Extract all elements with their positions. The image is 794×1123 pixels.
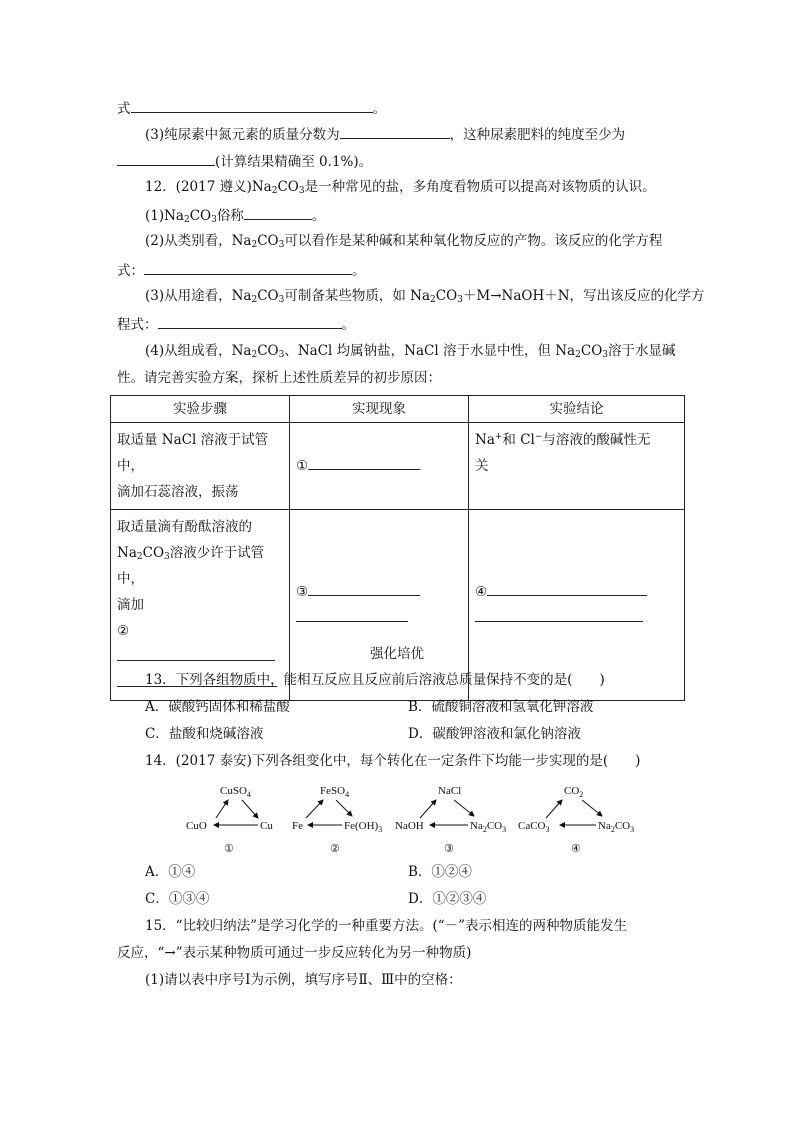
q13-option-a[interactable]: A．碳酸钙固体和稀盐酸 xyxy=(145,699,290,715)
section-title: 强化培优 xyxy=(370,646,424,662)
table-header: 实现现象 xyxy=(290,396,469,423)
blank-field[interactable] xyxy=(158,314,342,329)
table-cell-conclusion: Na+和 Cl−与溶液的酸碱性无 关 xyxy=(469,423,685,510)
line-2: (3)纯尿素中氮元素的质量分数为 ，这种尿素肥料的纯度至少为 xyxy=(145,124,625,144)
arrow xyxy=(546,800,562,818)
table-cell-observation: ① xyxy=(290,423,469,510)
q13-option-c[interactable]: C．盐酸和烧碱溶液 xyxy=(145,726,264,742)
d4-top: $CO_2$ xyxy=(564,785,584,799)
q14-option-d[interactable]: D．①②③④ xyxy=(408,891,487,907)
d3-right: $Na_2CO_3$ xyxy=(470,820,507,834)
q12-part2: (2)从类别看，$Na_2CO_3$可以看作是某种碱和某种氧化物反应的产物。该反应的化学方程 xyxy=(145,233,663,250)
blank-field[interactable] xyxy=(117,151,215,166)
q12-part3: (3)从用途看，$Na_2CO_3$可制备某些物质，如 $Na_2CO_3+M\to NaOH+N$，写出该反应的化学方 xyxy=(145,288,705,305)
q15-line-3: (1)请以表中序号Ⅰ为示例，填写序号Ⅱ、Ⅲ中的空格： xyxy=(145,972,462,988)
table-cell-step: 取适量 NaCl 溶液于试管中， 滴加石蕊溶液，振荡 xyxy=(111,423,290,510)
q13-option-d[interactable]: D．碳酸钾溶液和氯化钠溶液 xyxy=(408,726,581,742)
blank-field[interactable] xyxy=(131,98,373,113)
blank-field[interactable] xyxy=(296,607,408,622)
table-header: 实验结论 xyxy=(469,396,685,423)
arrow xyxy=(242,800,258,818)
table-header-row xyxy=(111,396,685,423)
d4-left: CaCO$_3$ xyxy=(518,820,550,834)
q12-part1: $(1)Na_2CO_3$俗称 。 xyxy=(145,205,325,225)
q12-part4-cont: 性。请完善实验方案，探析上述性质差异的初步原因： xyxy=(117,370,441,386)
q12-part3-cont: 程式： 。 xyxy=(117,314,355,334)
diagram-2 xyxy=(292,785,382,855)
d2-label: ② xyxy=(330,843,340,855)
table-cell-conclusion: ④ xyxy=(469,510,685,701)
q14-option-b[interactable]: B．①②④ xyxy=(408,864,472,880)
arrow xyxy=(216,800,228,818)
conversion-diagrams xyxy=(180,780,650,860)
blank-field[interactable] xyxy=(144,260,352,275)
d2-right: $Fe(OH)_3$ xyxy=(344,820,383,834)
table-header: 实验步骤 xyxy=(111,396,290,423)
d1-right: Cu xyxy=(260,820,273,832)
d1-top: CuSO$_4$ xyxy=(220,785,251,799)
blank-field[interactable] xyxy=(340,124,450,139)
q13-stem: 13．下列各组物质中，能相互反应且反应前后溶液总质量保持不变的是( ) xyxy=(145,672,605,688)
table-cell-observation: ③ xyxy=(290,510,469,701)
q15-line-1: 15．“比较归纳法”是学习化学的一种重要方法。(“－”表示相连的两种物质能发生 xyxy=(145,918,628,934)
q14-option-c[interactable]: C．①③④ xyxy=(145,891,210,907)
q14-option-a[interactable]: A．①④ xyxy=(145,864,196,880)
diagram-3 xyxy=(395,785,506,855)
table-row xyxy=(111,423,685,510)
diagram-4 xyxy=(518,785,634,855)
q12-part2-cont: 式： 。 xyxy=(117,260,366,280)
table-cell-step: 取适量滴有酚酞溶液的 $Na_2CO_3$溶液少许于试管中， 滴加 ② xyxy=(111,510,290,701)
line-1: 式 。 xyxy=(117,98,386,118)
q15-line-2: 反应，“→”表示某种物质可通过一步反应转化为另一种物质) xyxy=(117,945,472,961)
blank-field[interactable] xyxy=(308,455,420,470)
q12-part4: (4)从组成看，$Na_2CO_3$、NaCl 均属钠盐，NaCl 溶于水显中性，但 $Na_2CO_3$溶于水显碱 xyxy=(145,343,676,360)
arrow xyxy=(336,800,352,816)
d1-label: ① xyxy=(224,843,234,855)
q12-intro: 12．(2017 遵义)$Na_2CO_3$是一种常见的盐，多角度看物质可以提高对该物质的认识。 xyxy=(145,179,656,196)
diagram-1 xyxy=(186,785,273,855)
q14-stem: 14．(2017 泰安)下列各组变化中，每个转化在一定条件下均能一步实现的是( ) xyxy=(145,753,641,769)
arrow xyxy=(454,800,474,816)
q13-option-b[interactable]: B．硫酸铜溶液和氢氧化钾溶液 xyxy=(408,699,594,715)
d3-label: ③ xyxy=(444,843,454,855)
blank-field[interactable] xyxy=(244,205,312,220)
d4-right: $Na_2CO_3$ xyxy=(598,820,635,834)
d2-top: FeSO$_4$ xyxy=(320,785,350,799)
blank-field[interactable] xyxy=(308,581,420,596)
d2-left: Fe xyxy=(292,820,303,832)
arrow xyxy=(306,800,323,818)
d1-left: CuO xyxy=(186,820,207,832)
blank-field[interactable] xyxy=(475,607,643,622)
d3-top: NaCl xyxy=(438,785,462,797)
arrow xyxy=(582,800,602,816)
line-3: (计算结果精确至 0.1%)。 xyxy=(117,151,372,171)
blank-field[interactable] xyxy=(487,581,647,596)
arrow xyxy=(420,800,436,818)
d4-label: ④ xyxy=(571,843,581,855)
d3-left: NaOH xyxy=(395,820,424,832)
